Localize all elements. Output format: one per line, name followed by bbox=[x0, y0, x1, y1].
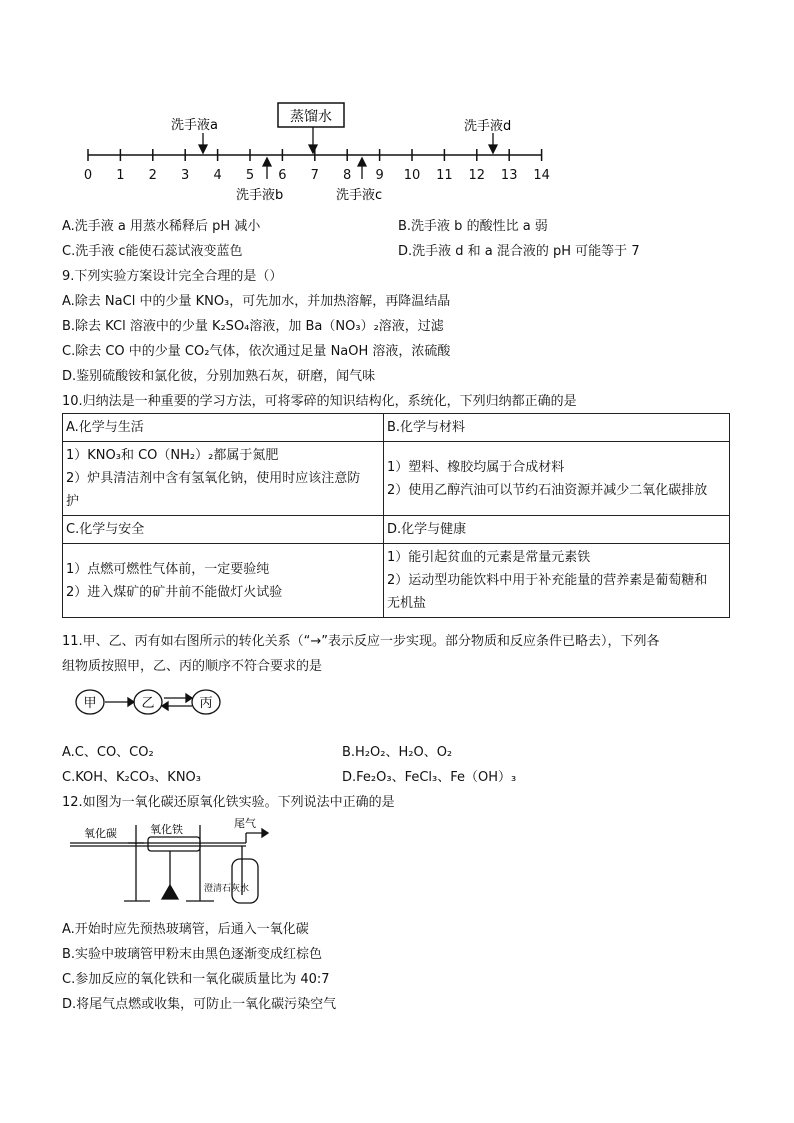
q11-option-d: D.Fe₂O₃、FeCl₃、Fe（OH）₃ bbox=[342, 770, 517, 785]
q10-a-item-3: 护 bbox=[66, 494, 80, 509]
arrow-a bbox=[199, 145, 207, 153]
q10-cell-b-head: B.化学与材料 bbox=[384, 414, 730, 442]
q9-option-b: B.除去 KCl 溶液中的少量 K₂SO₄溶液，加 Ba（NO₃）₂溶液，过滤 bbox=[62, 319, 444, 334]
q12-option-a: A.开始时应先预热玻璃管，后通入一氧化碳 bbox=[62, 922, 309, 937]
tick-label: 8 bbox=[343, 168, 352, 183]
tick-label: 9 bbox=[375, 168, 384, 183]
distilled-water-label: 蒸馏水 bbox=[290, 109, 332, 125]
label-tail-gas: 尾气 bbox=[234, 817, 256, 830]
label-c: 洗手液c bbox=[336, 188, 383, 203]
node-bing: 丙 bbox=[199, 696, 213, 711]
q11-option-c: C.KOH、K₂CO₃、KNO₃ bbox=[62, 770, 201, 785]
q9-option-d: D.鉴别硫酸铵和氯化彼，分别加熟石灰，研磨，闻气味 bbox=[62, 369, 376, 384]
q8-option-d: D.洗手液 d 和 a 混合液的 pH 可能等于 7 bbox=[398, 244, 640, 259]
q12-option-b: B.实验中玻璃管甲粉末由黑色逐渐变成红棕色 bbox=[62, 947, 323, 962]
q10-cell-c-head: C.化学与安全 bbox=[63, 516, 384, 544]
q12-stem: 12.如图为一氧化碳还原氧化铁实验。下列说法中正确的是 bbox=[62, 795, 395, 810]
label-co: 氧化碳 bbox=[84, 827, 117, 840]
arrow-water bbox=[309, 145, 317, 153]
q10-cell-c-body bbox=[63, 544, 384, 618]
q8-option-a: A.洗手液 a 用蒸水稀释后 pH 减小 bbox=[62, 219, 261, 234]
q10-d-item-2: 2）运动型功能饮料中用于补充能量的营养素是葡萄糖和 bbox=[387, 573, 708, 588]
tick-label: 5 bbox=[245, 168, 255, 183]
arrow-c bbox=[358, 158, 366, 166]
q12-apparatus-figure bbox=[66, 815, 272, 910]
arrow-d bbox=[489, 145, 497, 153]
q10-cell-d-body bbox=[384, 544, 730, 618]
tick-label: 10 bbox=[403, 168, 421, 183]
node-yi: 乙 bbox=[141, 696, 155, 711]
tick-label: 2 bbox=[148, 168, 157, 183]
q10-cell-b-body bbox=[384, 442, 730, 516]
q12-option-d: D.将尾气点燃或收集，可防止一氧化碳污染空气 bbox=[62, 997, 337, 1012]
tick-label: 4 bbox=[213, 168, 222, 183]
label-limewater: 澄清石灰水 bbox=[204, 884, 250, 894]
arrow-jia-yi bbox=[128, 698, 134, 706]
q10-stem: 10.归纳法是一种重要的学习方法，可将零碎的知识结构化，系统化，下列归纳都正确的是 bbox=[62, 394, 577, 409]
q10-cell-a-body bbox=[63, 442, 384, 516]
q11-conversion-diagram bbox=[72, 684, 222, 720]
arrow-yi-bing bbox=[186, 694, 192, 702]
tick-label: 7 bbox=[310, 168, 319, 183]
tick-label: 11 bbox=[436, 168, 453, 183]
q10-a-item-2: 2）炉具清洁剂中含有氢氧化钠，使用时应该注意防 bbox=[66, 471, 361, 486]
q10-table bbox=[62, 413, 730, 618]
q10-c-item-2: 2）进入煤矿的矿井前不能做灯火试验 bbox=[66, 584, 283, 600]
q8-option-b: B.洗手液 b 的酸性比 a 弱 bbox=[398, 219, 548, 234]
arrow-bing-yi bbox=[162, 702, 168, 710]
tick-label: 12 bbox=[468, 168, 486, 183]
q12-option-c: C.参加反应的氧化铁和一氧化碳质量比为 40:7 bbox=[62, 972, 330, 987]
label-d: 洗手液d bbox=[464, 119, 512, 134]
tick-label: 6 bbox=[278, 168, 287, 183]
tick-label: 3 bbox=[181, 168, 190, 183]
label-a: 洗手液a bbox=[171, 118, 218, 133]
q9-stem: 9.下列实验方案设计完全合理的是（） bbox=[62, 269, 283, 284]
q10-c-item-1: 1）点燃可燃性气体前，一定要验纯 bbox=[66, 561, 270, 577]
node-jia: 甲 bbox=[83, 696, 97, 711]
tick-label: 0 bbox=[83, 168, 93, 183]
q10-d-item-1: 1）能引起贫血的元素是常量元素铁 bbox=[387, 550, 591, 565]
q11-option-a: A.C、CO、CO₂ bbox=[62, 745, 154, 760]
q10-b-item-1: 1）塑料、橡胶均属于合成材料 bbox=[387, 459, 565, 475]
tick-label: 1 bbox=[116, 168, 125, 183]
q10-b-item-2: 2）使用乙醇汽油可以节约石油资源并减少二氧化碳排放 bbox=[387, 482, 708, 498]
q8-option-c: C.洗手液 c能使石蕊试液变蓝色 bbox=[62, 244, 243, 259]
q11-stem-line1: 11.甲、乙、丙有如右图所示的转化关系（“→”表示反应一步实现。部分物质和反应条件已略去），下列各 bbox=[62, 634, 660, 649]
q10-a-item-1: 1）KNO₃和 CO（NH₂）₂都属于氮肥 bbox=[66, 448, 279, 463]
tick-label: 14 bbox=[533, 168, 550, 183]
q10-cell-a-head: A.化学与生活 bbox=[63, 414, 384, 442]
q9-option-c: C.除去 CO 中的少量 CO₂气体，依次通过足量 NaOH 溶液，浓硫酸 bbox=[62, 344, 451, 359]
ph-scale-figure bbox=[60, 95, 560, 207]
q10-d-item-3: 无机盐 bbox=[387, 596, 427, 611]
q9-option-a: A.除去 NaCl 中的少量 KNO₃，可先加水，并加热溶解，再降温结晶 bbox=[62, 294, 451, 309]
arrow-b bbox=[263, 158, 271, 166]
q11-stem-line2: 组物质按照甲，乙、丙的顺序不符合要求的是 bbox=[62, 659, 323, 674]
q10-cell-d-head: D.化学与健康 bbox=[384, 516, 730, 544]
label-b: 洗手液b bbox=[236, 188, 284, 203]
tick-label: 13 bbox=[500, 168, 518, 183]
q11-option-b: B.H₂O₂、H₂O、O₂ bbox=[342, 745, 453, 760]
label-fe2o3: 氧化铁 bbox=[150, 823, 183, 836]
